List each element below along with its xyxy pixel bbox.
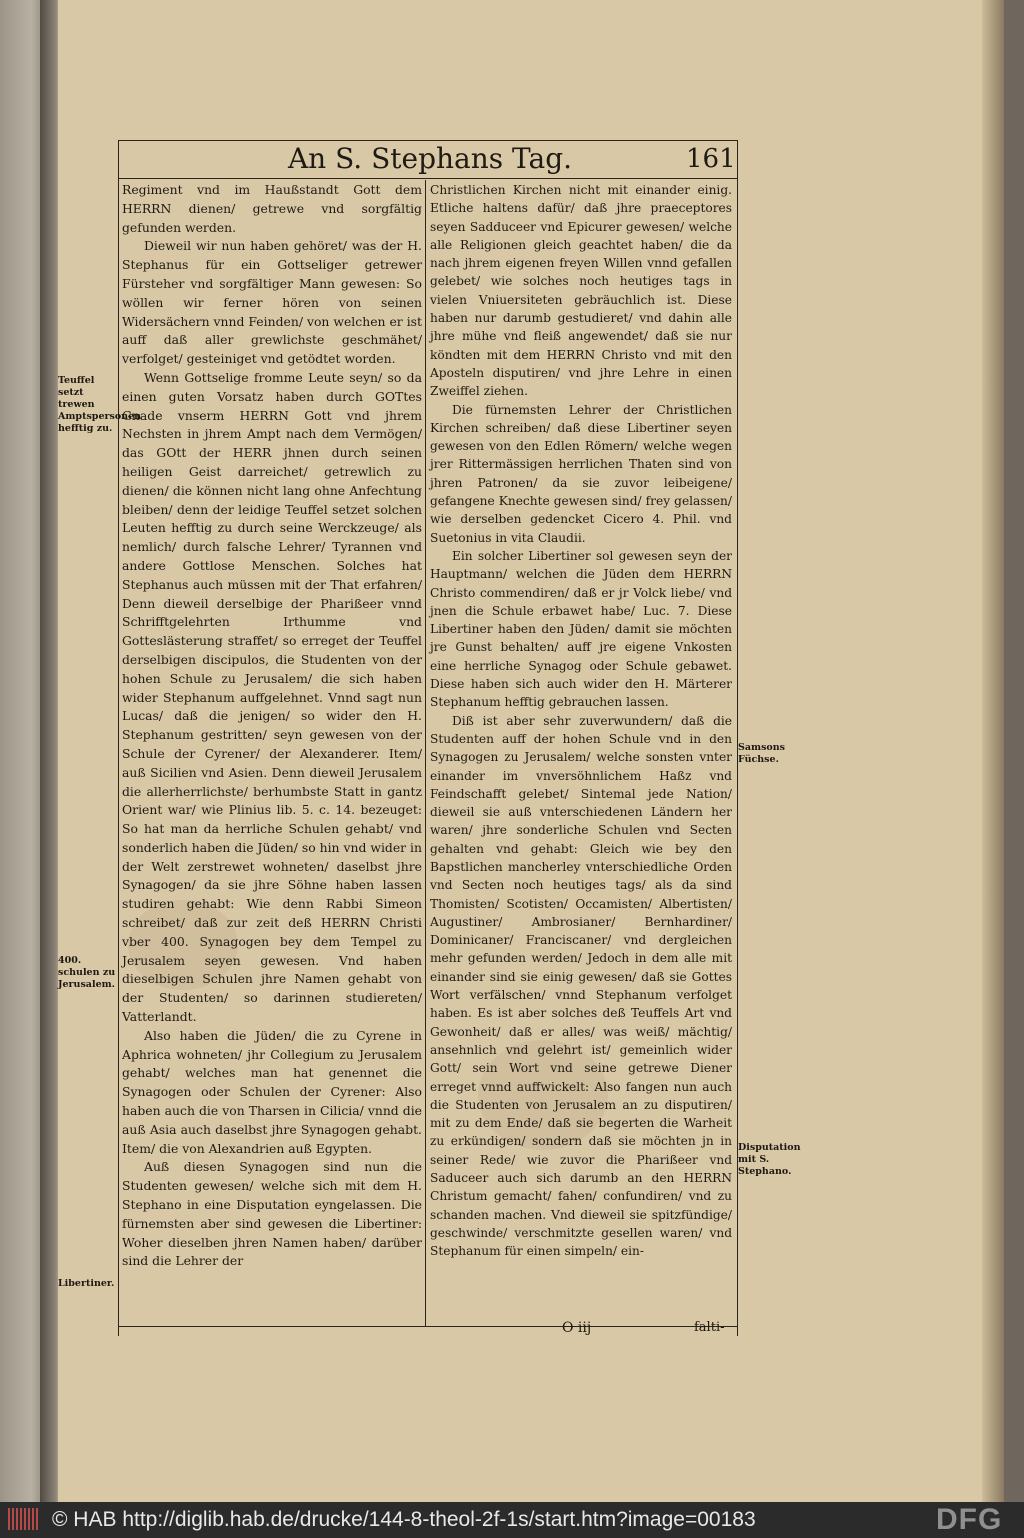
margin-note-samsons: Samsons Füchse.: [738, 742, 786, 765]
barcode-icon: [8, 1508, 38, 1530]
page-fore-edge: [982, 0, 1004, 1502]
folio-number: 161: [686, 144, 736, 174]
running-head: An S. Stephans Tag.: [287, 142, 573, 175]
paragraph: Diß ist aber sehr zuverwundern/ daß die Studenten auff der hohen Schule vnd in den Synagogen zu Jerusalem/ welche sonsten vnter einander im vnversöhnlichem Haßz vnd Feindschafft gelebet/ Sintemal jede Nation/ dieweil sie auß vnterschiedenen Ländern her waren/ jhre sonderliche Schulen vnd Secten gehalten vnd gehabt: Gleich wie bey den Bapstlichen mancherley vnterschiedliche Orden vnd Secten noch heutiges tags/ als da sind Thomisten/ Scotisten/ Occamisten/ Albertisten/ Augustiner/ Ambrosianer/ Bernhardiner/ Dominicaner/ Franciscaner/ vnd dergleichen mehr gefunden werden/ Jedoch in dem alle mit einander sind sie einig gewesen/ daß sie Gottes Wort verfälschen/ vnnd Stephanum verfolget haben. Es ist aber solches deß Teuffels Art vnd Gewonheit/ daß er alles/ was weiß/ mächtig/ ansehnlich vnd gelehrt ist/ gemeinlich wider Gott/ sein Wort vnd seine getrewe Diener erreget vnnd auffwickelt: Also fangen nun auch die Studenten von Jerusalem an zu disputiren/ mit zu dem Ende/ daß sie begerten die Warheit zu erkündigen/ sondern daß sie möchten jn in seiner Rede/ wie zuvor die Pharißeer vnd Saduceer auch sich darumb an den HERRN Christum gemacht/ fahen/ confundiren/ vnd zu schanden machen. Vnd dieweil sie spitzfündige/ geschwinde/ verschmitzte gesellen waren/ vnd Stephanum für einen simpeln/ ein-: [430, 713, 732, 1259]
margin-note-disputation: Disputation mit S. Stephano.: [738, 1142, 801, 1177]
margin-note-teuffel: Teuffel setzt trewen Amptspersonen hefftig zu.: [58, 375, 142, 434]
paragraph: Christlichen Kirchen nicht mit einander einig. Etliche haltens dafür/ daß jhre praeceptores seyen Sadduceer vnd Epicurer gewesen/ welche alle Religionen gleich geachtet haben/ die da nach jhrem eigenen freyen Willen vnnd gefallen gelebet/ wie solches noch heutiges tags in vielen Vniuersiteten gebräuchlich ist. Diese haben nur darumb gestudieret/ vnd dahin alle jhre mühe vnd fleiß angewendet/ daß sie nur köndten mit dem HERRN Christo vnd mit den Aposteln disputiren/ vnd jhre Lehre in einen Zweiffel ziehen.: [430, 183, 732, 399]
paragraph: Die fürnemsten Lehrer der Christlichen Kirchen schreiben/ daß diese Libertiner seyen gewesen von den Edlen Römern/ welche wegen jrer Rittermässigen herrlichen Thaten sind von jhren Patronen/ da sie zuvor leibeigene/ gefangene Knechte gewesen sind/ frey gelassen/ wie derselben gedencket Cicero 4. Phil. vnd Suetonius in vita Claudii.: [430, 402, 732, 545]
left-text-column: [122, 181, 422, 1271]
margin-note-schulen: 400. schulen zu Jerusalem.: [58, 955, 116, 990]
right-text-column: [430, 181, 732, 1261]
signature-mark: O iij: [562, 1320, 592, 1336]
margin-note-libertiner: Libertiner.: [58, 1278, 115, 1289]
paragraph: Auß diesen Synagogen sind nun die Studenten gewesen/ welche sich mit dem H. Stephano in eine Disputation eyngelassen. Die fürnemsten aber sind gewesen die Libertiner: Woher dieselben jhren Namen haben/ darüber sind die Lehrer der: [122, 1159, 422, 1269]
paragraph: Regiment vnd im Haußstandt Gott dem HERRN dienen/ getrewe vnd sorgfältig gefunden werden.: [122, 182, 422, 235]
paragraph: Also haben die Jüden/ die zu Cyrene in Aphrica wohneten/ jhr Collegium zu Jerusalem gehabt/ welches man hat genennet die Synagogen oder Schulen der Cyrener: Also haben auch die von Tharsen in Cilicia/ vnnd die auß Asia auch daselbst jhre Synagogen gehabt. Item/ die von Alexandrien auß Egypten.: [122, 1027, 422, 1156]
header-rule: [118, 178, 738, 179]
dfg-logo: DFG: [936, 1503, 1003, 1536]
column-divider: [425, 180, 426, 1326]
paragraph: Dieweil wir nun haben gehöret/ was der H. Stephanus für ein Gottseliger getrewer Fürsteher vnd sorgfältiger Mann gewesen: So wöllen wir ferner hören von seinen Widersächern vnnd Feinden/ von welchen er ist auff daß aller grewlichste geschmähet/ verfolget/ gesteiniget vnd getödtet worden.: [122, 238, 422, 367]
paragraph: Wenn Gottselige fromme Leute seyn/ so da einen guten Vorsatz haben durch GOTtes Gnade vnserm HERRN Gott vnd jhrem Nechsten in jhrem Ampt nach dem Vermögen/ das GOtt der HERR jhnen durch seinen heiligen Geist darreichet/ getrewlich zu dienen/ die können nicht lang ohne Anfechtung bleiben/ denn der leidige Teuffel setzet solchen Leuten hefftig zu durch seine Werckzeuge/ als nemlich/ durch falsche Lehrer/ Tyrannen vnd andere Gottlose Menschen. Solches hat Stephanus auch müssen mit der That erfahren/ Denn dieweil derselbige der Pharißeer vnnd Schrifftgelehrten Irthumme vnd Gotteslästerung straffet/ so erreget der Teuffel derselbigen discipulos, die Studenten von der hohen Schule zu Jerusalem/ die sich haben wider Stephanum auffgelehnet. Vnnd sagt nun Lucas/ daß die jenigen/ so wider den H. Stephanum gestritten/ seyn gewesen von der Schule der Cyrener/ der Alexanderer. Item/ auß Sicilien vnd Asien. Denn dieweil Jerusalem die allerherrlichste/ berhumbste Statt in gantz Orient war/ wie Plinius lib. 5. c. 14. bezeuget: So hat man da herrliche Schulen gehabt/ vnd sonderlich haben die Jüden/ so hin vnd wider in der Welt zerstrewet wohneten/ daselbst jhre Synagogen/ da sie jhre Söhne haben lassen studiren gehabt: Wie denn Rabbi Simeon schreibet/ daß zur zeit deß HERRN Christi vber 400. Synagogen bey dem Tempel zu Jerusalem seyen gewesen. Vnd haben dieselbigen Schulen jhre Namen gehabt von der Studenten/ so darinnen studiereten/ Vatterlandt.: [122, 369, 422, 1025]
copyright-link[interactable]: © HAB http://diglib.hab.de/drucke/144-8-theol-2f-1s/start.htm?image=00183: [52, 1508, 756, 1531]
footer-rule: [118, 1326, 738, 1327]
paragraph: Ein solcher Libertiner sol gewesen seyn der Hauptmann/ welchen die Jüden dem HERRN Christo commendiren/ daß er jr Volck liebe/ vnd jnen die Schule erbawet habe/ Luc. 7. Diese Libertiner haben den Jüden/ damit sie möchten jre Gunst behalten/ auff jre eigene Vnkosten eine herrliche Synagog oder Schule gebawet. Diese haben sich auch wider den H. Märterer Stephanum hefftig gebrauchen lassen.: [430, 548, 732, 710]
catchword: falti-: [694, 1320, 725, 1335]
